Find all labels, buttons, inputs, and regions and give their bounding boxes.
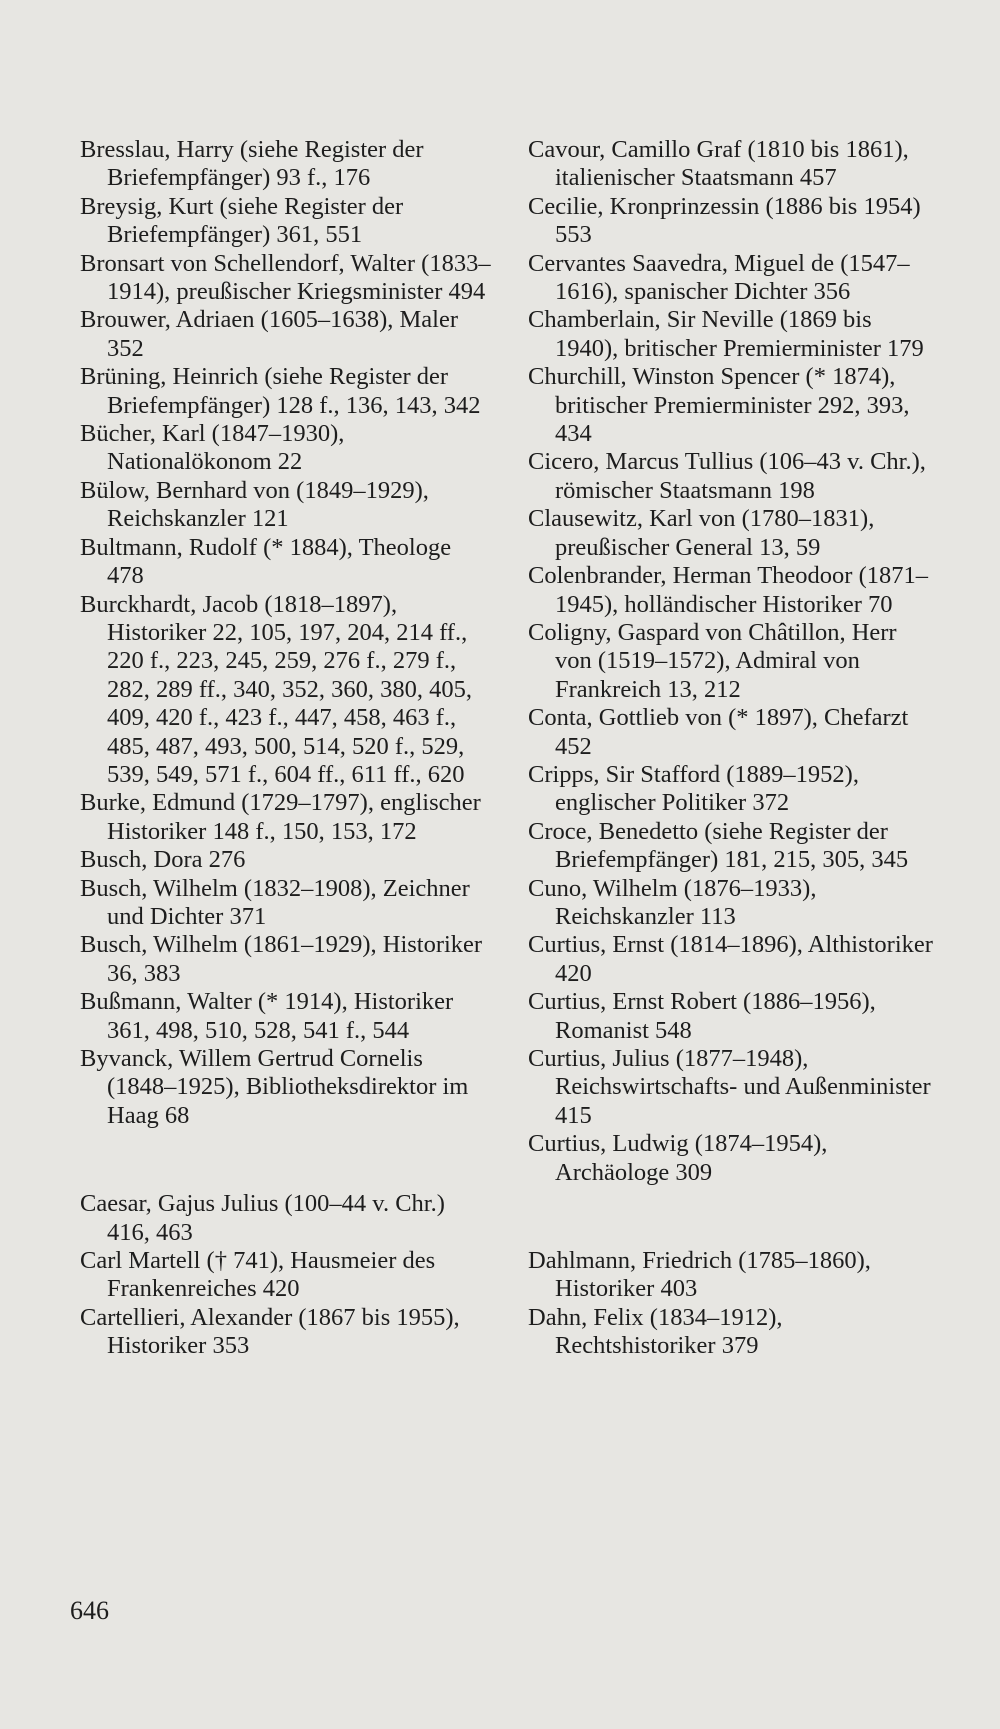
index-entry-churchill: Churchill, Winston Spencer (* 1874), britischer Premierminister 292, 393, 434 (528, 363, 910, 448)
index-entry-curtius-ernst: Curtius, Ernst (1814–1896), Althistoriker 420 (528, 931, 933, 987)
letter-section-gap (528, 1187, 938, 1247)
index-entry-bultmann: Bultmann, Rudolf (* 1884), Theologe 478 (80, 533, 452, 590)
index-entry-dahn: Dahn, Felix (1834–1912), Rechtshistoriker 379 (528, 1303, 783, 1360)
index-entry-curtius-ernst-robert: Curtius, Ernst Robert (1886–1956), Romanist 548 (528, 988, 876, 1044)
index-entry-bruening: Brüning, Heinrich (siehe Register der Briefempfänger) 128 f., 136, 143, 342 (80, 363, 481, 419)
index-entry-bronsart: Bronsart von Schellendorf, Walter (1833–1914), preußischer Kriegsminister 494 (80, 249, 491, 306)
index-entry-coligny: Coligny, Gaspard von Châtillon, Herr von (1519–1572), Admiral von Frankreich 13, 212 (528, 618, 897, 703)
index-entry-busch-dora: Busch, Dora 276 (80, 846, 246, 874)
index-entry-curtius-ludwig: Curtius, Ludwig (1874–1954), Archäologe 309 (528, 1130, 828, 1186)
index-entry-curtius-julius: Curtius, Julius (1877–1948), Reichswirtschafts- und Außenminister 415 (528, 1045, 931, 1129)
index-entry-buelow: Bülow, Bernhard von (1849–1929), Reichskanzler 121 (80, 476, 429, 533)
index-entry-cicero: Cicero, Marcus Tullius (106–43 v. Chr.), römischer Staatsmann 198 (528, 448, 926, 504)
index-entry-burckhardt: Burckhardt, Jacob (1818–1897), Historiker 22, 105, 197, 204, 214 ff., 220 f., 223, 245, 259, 276 f., 279 f., 282, 289 ff., 340, 352, 360, 380, 405, 409, 420 f., 423 f., 447, 458, 463 f., 485, 487, 493, 500, 514, 520 f., 529, 539, 549, 571 f., 604 ff., 611 ff., 620 (80, 590, 472, 788)
index-entry-cuno: Cuno, Wilhelm (1876–1933), Reichskanzler 113 (528, 874, 817, 930)
index-entry-byvanck: Byvanck, Willem Gertrud Cornelis (1848–1925), Bibliotheksdirektor im Haag 68 (80, 1045, 469, 1129)
index-entry-cecilie: Cecilie, Kronprinzessin (1886 bis 1954) 553 (528, 192, 921, 249)
index-entry-cartellieri: Cartellieri, Alexander (1867 bis 1955), Historiker 353 (80, 1303, 460, 1360)
index-entry-brouwer: Brouwer, Adriaen (1605–1638), Maler 352 (80, 306, 458, 362)
index-entry-burke: Burke, Edmund (1729–1797), englischer Historiker 148 f., 150, 153, 172 (80, 789, 481, 845)
index-entry-busch-wilhelm-1832: Busch, Wilhelm (1832–1908), Zeichner und Dichter 371 (80, 874, 470, 930)
index-entry-croce: Croce, Benedetto (siehe Register der Briefempfänger) 181, 215, 305, 345 (528, 817, 909, 874)
index-entry-conta: Conta, Gottlieb von (* 1897), Chefarzt 452 (528, 704, 909, 760)
index-entry-cripps: Cripps, Sir Stafford (1889–1952), englischer Politiker 372 (528, 760, 859, 817)
index-entry-carl-martell: Carl Martell († 741), Hausmeier des Frankenreiches 420 (80, 1247, 436, 1303)
right-column (528, 136, 938, 1361)
left-column (80, 136, 492, 1361)
index-entry-bresslau: Bresslau, Harry (siehe Register der Briefempfänger) 93 f., 176 (80, 136, 424, 192)
index-entry-cavour: Cavour, Camillo Graf (1810 bis 1861), italienischer Staatsmann 457 (528, 136, 909, 192)
letter-section-gap (80, 1130, 492, 1190)
index-entry-clausewitz: Clausewitz, Karl von (1780–1831), preußischer General 13, 59 (528, 505, 875, 561)
index-entry-colenbrander: Colenbrander, Herman Theodoor (1871–1945), holländischer Historiker 70 (528, 562, 928, 618)
index-entry-busch-wilhelm-1861: Busch, Wilhelm (1861–1929), Historiker 36, 383 (80, 931, 483, 987)
page-number: 646 (70, 1596, 109, 1625)
index-entry-bussmann: Bußmann, Walter (* 1914), Historiker 361, 498, 510, 528, 541 f., 544 (80, 988, 454, 1044)
index-entry-chamberlain: Chamberlain, Sir Neville (1869 bis 1940), britischer Premierminister 179 (528, 306, 924, 362)
index-entry-dahlmann: Dahlmann, Friedrich (1785–1860), Historiker 403 (528, 1247, 871, 1303)
index-entry-caesar: Caesar, Gajus Julius (100–44 v. Chr.) 416, 463 (80, 1190, 445, 1246)
index-entry-breysig: Breysig, Kurt (siehe Register der Briefempfänger) 361, 551 (80, 192, 404, 249)
index-entry-cervantes: Cervantes Saavedra, Miguel de (1547–1616), spanischer Dichter 356 (528, 249, 910, 306)
index-entry-buecher: Bücher, Karl (1847–1930), Nationalökonom 22 (80, 420, 345, 476)
